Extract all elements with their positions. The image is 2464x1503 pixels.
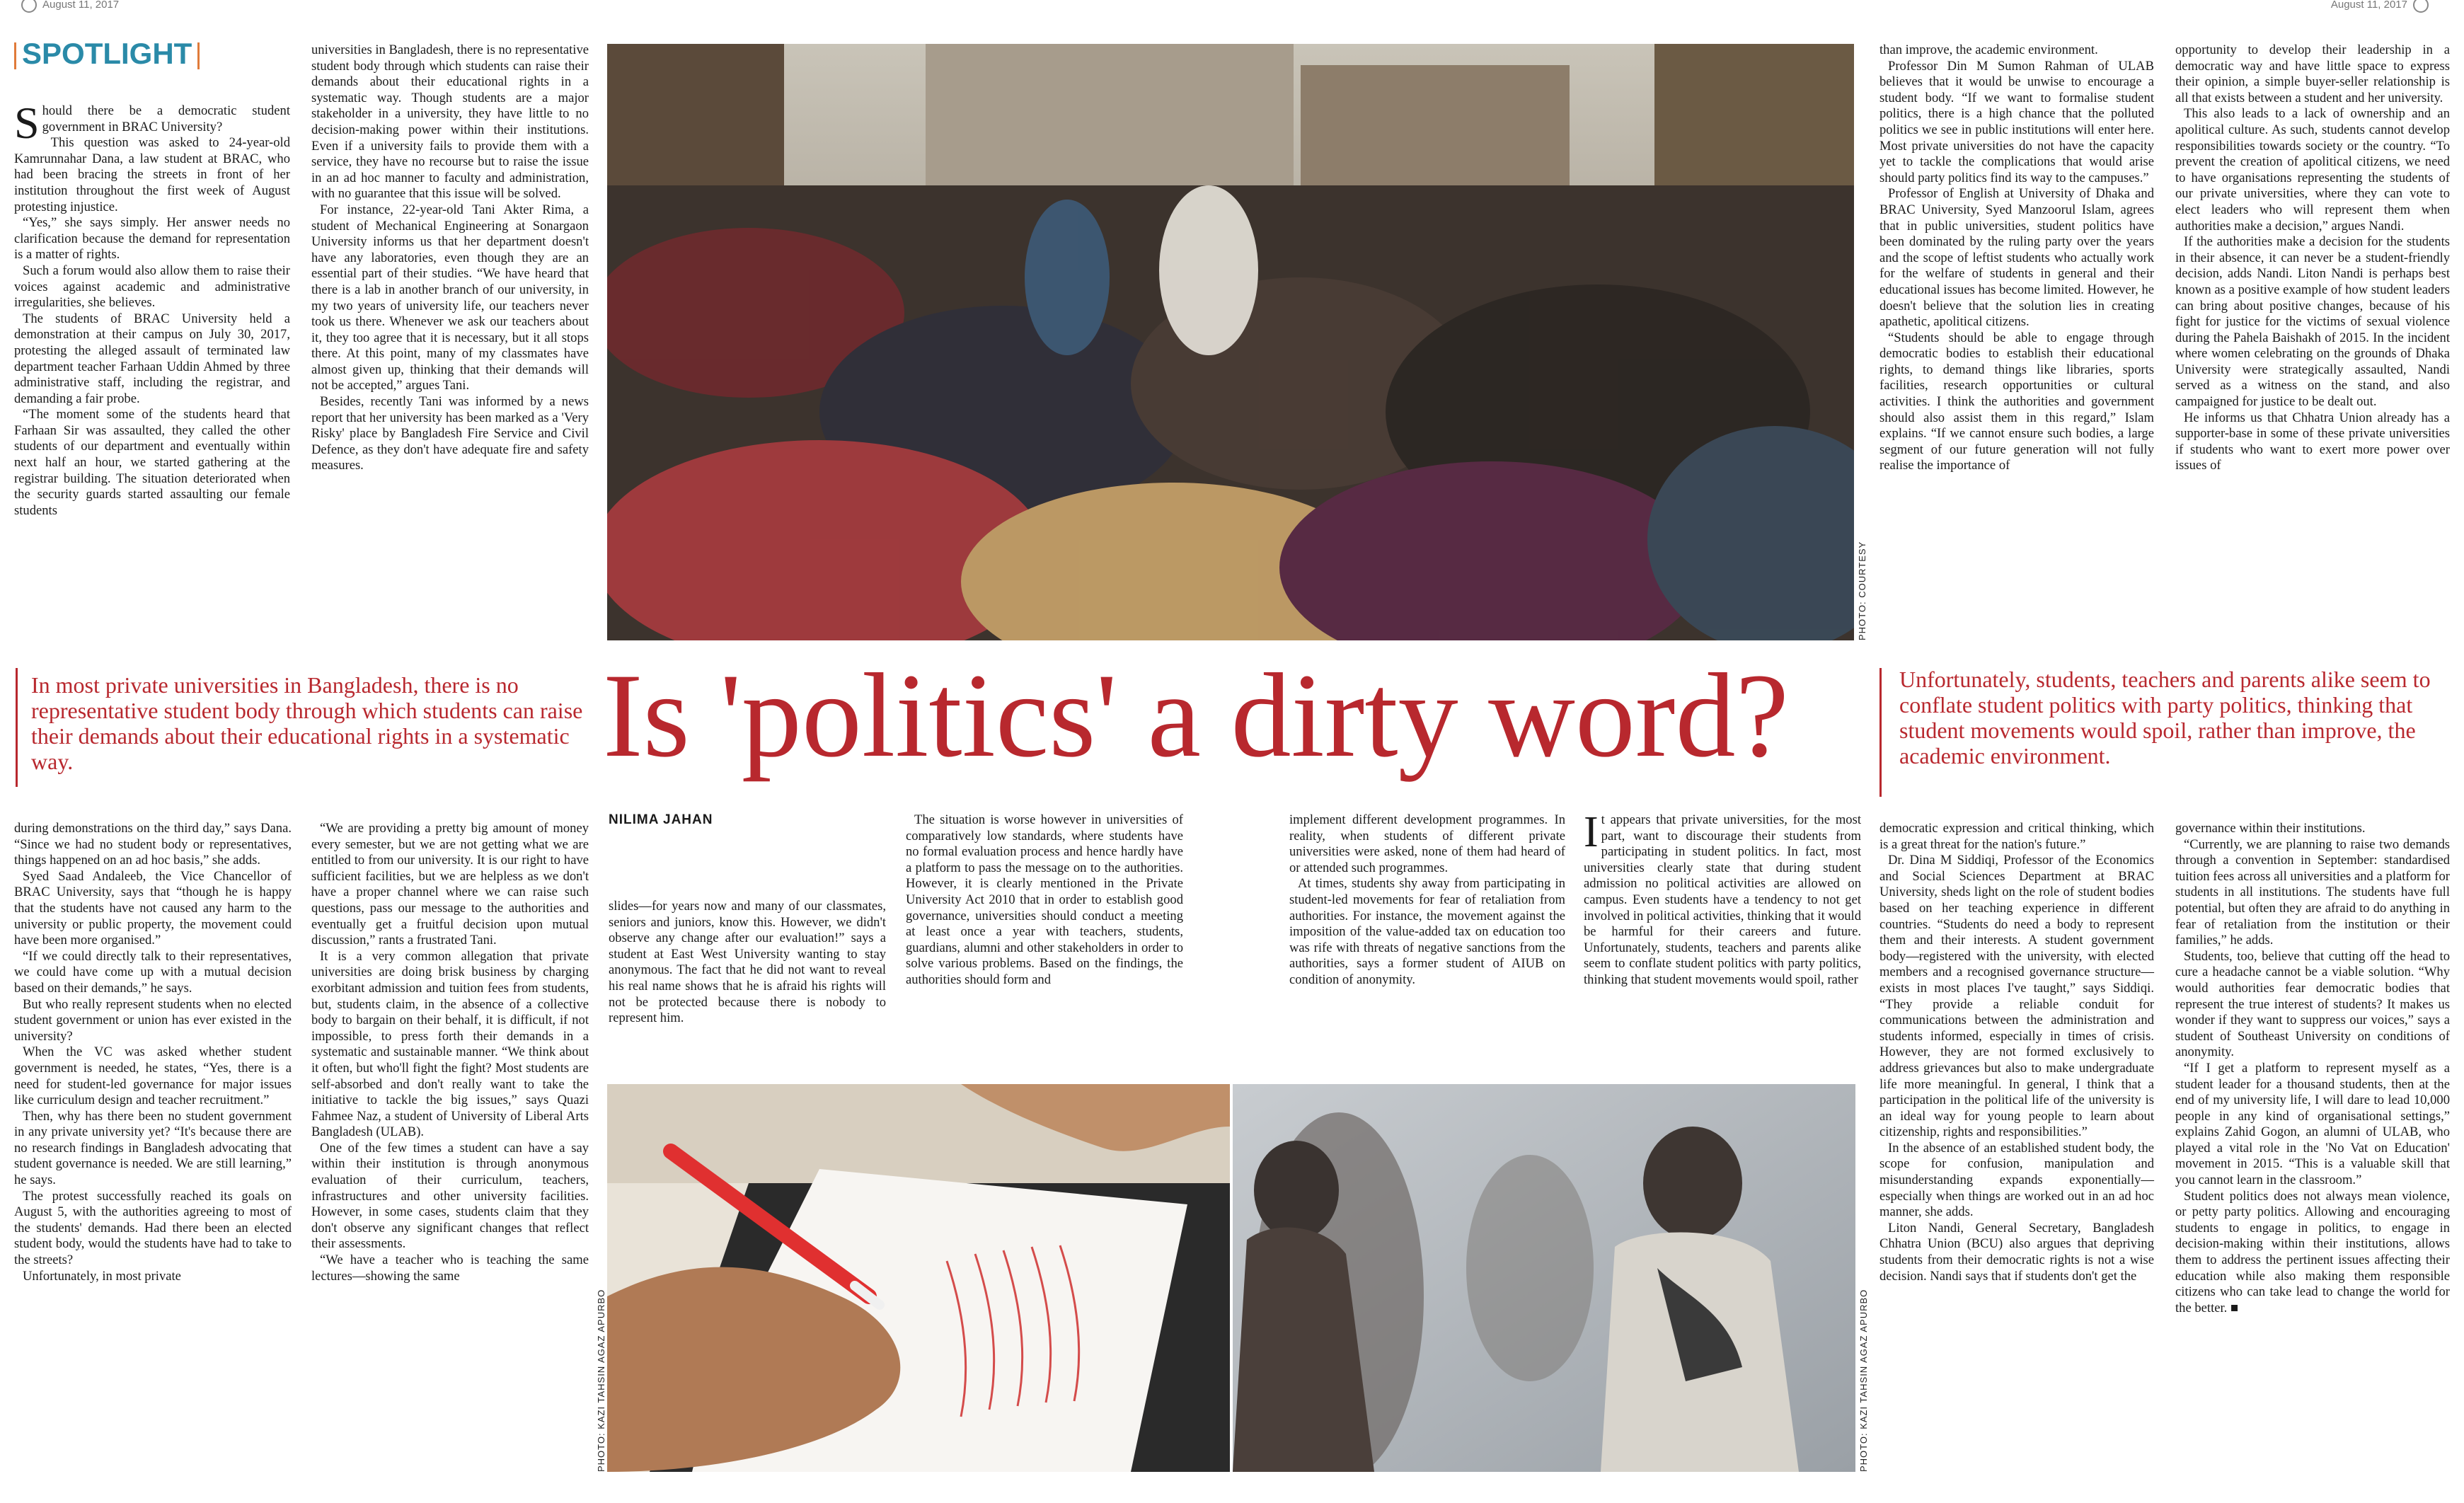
article-column-1: Should there be a democratic student government in BRAC University? This question was asked to 24-year-old Kamrunnahar Dana, a law student at BRAC, who had been bracing the streets in front of her institution throughout the first week of August protesting injustice. “Yes,” she says simply. Her answer needs no clarification because the demand for representation is a matter of rights. Such a forum would also allow them to raise their voices against academic and administrative irregularities, she believes. The students of BRAC University held a demonstration at their campus on July 30, 2017, protesting the alleged assault of terminated law department teacher Farhaan Uddin Ahmed by three administrative staff, including the registrar, and demanding a fair probe. “The moment some of the students heard that Farhaan Sir was assaulted, they called the other students of our department and eventually within next half an hour, we started gathering at the registrar building. The situation deteriorated when the security guards started assaulting our female students	[14, 98, 290, 518]
section-label: SPOTLIGHT	[14, 37, 205, 71]
issue-date-left: August 11, 2017	[21, 0, 119, 13]
protest-photo	[607, 44, 1854, 640]
article-column-b5: implement different development programmes. In reality, when students of different private universities were asked, none of them had heard of or attended such programmes. At times, students shy away from participating in student-led movements for fear of retaliation from authorities. For instance, the movement against the imposition of the value-added tax on education too was rife with threats of negative sanctions from the authorities, says a former student of AIUB on condition of anonymity.	[1289, 812, 1565, 987]
article-column-7: than improve, the academic environment. Professor Din M Sumon Rahman of ULAB believes that it would be unwise to encourage a student body. “If we want to formalise student politics, there is a high chance that the polluted politics we see in public institutions will enter here. Most private universities do not have the capacity yet to tackle the complications that would arise should party politics find its way to the campuses.” Professor of English at University of Dhaka and BRAC University, Syed Manzoorul Islam, agrees that in public universities, student politics have been dominated by the ruling party over the years and the scope of leftist students who actually work for the welfare of students in general and their educational issues has become limited. However, he doesn't believe that the solution lies in creating apathetic, apolitical citizens. “Students should be able to engage through democratic bodies to establish their educational rights, to demand things like libraries, sports facilities, research opportunities or cultural activities. I think the authorities and government should also assist them in this regard,” Islam explains. “If we cannot ensure such bodies, a large segment of our future generation will not fully realise the importance of	[1879, 42, 2154, 473]
drop-cap: S	[14, 98, 40, 148]
issue-date-right: August 11, 2017	[2331, 0, 2429, 13]
page-circle-icon	[2413, 0, 2429, 13]
article-column-b8: governance within their institutions. “Currently, we are planning to raise two demands through a convention in September: standardised tuition fees across all universities and a platform for students in all institutions. The students have full potential, but often they are afraid to do anything in fear of retaliation from the institution or their families,” he adds. Students, too, believe that cutting off the head to cure a headache cannot be a viable solution. “Why would authorities fear democratic bodies that represent the true interest of students? It makes us wonder if they want to suppress our voices,” says a student of Southeast University on conditions of anonymity. “If I get a platform to represent myself as a student leader for a thousand students, then at the end of my university life, I will dare to lead 10,000 people in any kind of organisational settings,” explains Zahid Gogon, an alumni of ULAB, who played a vital role in the 'No Vat on Education' movement in 2015. “This is a valuable skill that you cannot learn in the classroom.” Student politics does not always mean violence, or petty party politics. Allowing and encouraging students to engage in politics, to engage in decision-making within their institutions, allows them to address the pertinent issues affecting their education while also making them responsible citizens who can take lead to change the world for the better. ■	[2175, 821, 2450, 1315]
byline: NILIMA JAHAN	[609, 812, 713, 827]
article-column-b2: “We are providing a pretty big amount of money every semester, but we are not getting what we are entitled to from our university. It is our right to have sufficient facilities, but we are helpless as we don't have a proper channel where we can raise such questions, pass our message to the authorities and eventually get a fruitful decision upon mutual discussion,” rants a frustrated Tani. It is a very common allegation that private universities are doing brisk business by charging exorbitant admission and tuition fees from students, but, students claim, in the absence of a collective body to bargain on their behalf, it is difficult, if not impossible, to press forth their demands in a systematic and sustainable manner. “We think about it often, but who'll fight the fight? Most students are self-absorbed and don't really want to take the initiative to tackle the big issues,” says Quazi Fahmee Naz, a student of University of Liberal Arts Bangladesh (ULAB). One of the few times a student can have a say within their institution is through anonymous evaluation of their curriculum, teachers, infrastructures and other university facilities. However, in some cases, students claim that they don't observe any significant changes that reflect their assessments. “We have a teacher who is teaching the same lectures—showing the same	[311, 821, 589, 1284]
writing-hand-photo	[607, 1084, 1230, 1472]
article-column-b4: The situation is worse however in universities of comparatively low standards, where students have no formal evaluation process and hence hardly have a platform to pass the message on to the authorities. However, it is clearly mentioned in the Private University Act 2010 that in order to establish good governance, universities should conduct a meeting at least once a year with teachers, students, guardians, alumni and other stakeholders in order to solve various problems. Based on the findings, the authorities should form and	[906, 812, 1183, 987]
article-column-b3: slides—for years now and many of our classmates, seniors and juniors, know this. However, we didn't observe any change after our evaluation!” says a student at East West University wanting to stay anonymous. The fact that he did not want to reveal his real name shows that he is afraid his rights will not be protected because there is nobody to represent him.	[609, 899, 886, 1026]
article-column-8: opportunity to develop their leadership in a democratic way and have little space to express their opinion, a simple buyer-seller relationship is all that exists between a student and her university. This also leads to a lack of ownership and an apolitical culture. As such, students cannot develop responsibilities towards society or the country. “To prevent the creation of apolitical citizens, we need to have organisations representing the students of our private universities, where they can vote to elect leaders who will represent them when authorities make a decision,” argues Nandi. If the authorities make a decision for the students in their absence, it can never be a student-friendly decision, adds Nandi. Liton Nandi is perhaps best known as a positive example of how student leaders can bring about positive changes, because of his fight for justice for the victims of sexual violence during the Pahela Baishakh of 2015. In the incident where women celebrating on the grounds of Dhaka University were strategically assaulted, Nandi served as a witness on the stand, and also campaigned for justice to be dealt out. He informs us that Chhatra Union already has a supporter-base in some of these private universities if students who want to exert more power over issues of	[2175, 42, 2450, 473]
page-circle-icon	[21, 0, 37, 13]
photo-credit-top: PHOTO: COURTESY	[1857, 541, 1867, 640]
pull-quote-left: In most private universities in Bangladesh, there is no representative student body through which students can raise their demands about their educational rights in a systematic way.	[31, 672, 583, 774]
article-column-b7: democratic expression and critical thinking, which is a great threat for the nation's future.” Dr. Dina M Siddiqi, Professor of the Economics and Social Sciences Department at BRAC University, sheds light on the role of student bodies based on her teaching experience in different countries. “Students do need a body to represent them and their interests. A student government body—registered with the university, with elected members and a recognised governance structure—exists in most places I've taught,” says Siddiqi. “They provide a reliable conduit for communications between the administration and students informed, especially in times of crisis. However, they are not formed exclusively to address grievances but also to make undergraduate life more meaningful. In general, I think that a participation in the political life of the university is an ideal way for young people to learn about citizenship, rights and responsibilities.” In the absence of an established student body, the scope for confusion, manipulation and misunderstanding expands exponentially—especially when things are worked out in an ad hoc manner, she adds. Liton Nandi, General Secretary, Bangladesh Chhatra Union (BCU) also argues that depriving students from their democratic rights is not a wise decision. Nandi says that if students don't get the	[1879, 821, 2154, 1284]
article-column-b1: during demonstrations on the third day,” says Dana. “Since we had no student body or representatives, things happened on an ad hoc basis,” she adds. Syed Saad Andaleeb, the Vice Chancellor of BRAC University, says that “though he is happy that the students have not caused any harm to the university or public property, the movement could have been more organised.” “If we could directly talk to their representatives, we could have come up with a mutual decision based on their demands,” he says. But who really represent students when no elected student government or union has ever existed in the university? When the VC was asked whether student government is needed, he states, “Yes, there is a need for student-led governance for major issues like curriculum design and teacher recruitment.” Then, why has there been no student government in any private university yet? “It's because there are no research findings in Bangladesh advocating that student governance is needed. We are still learning,” he says. The protest successfully reached its goals on August 5, with the authorities agreeing to most of the students' demands. Had there been an elected student body, would the students have had to take to the streets? Unfortunately, in most private	[14, 821, 292, 1284]
article-column-2: universities in Bangladesh, there is no representative student body through which students can raise their demands about their educational rights in a systematic way. Though students are a major stakeholder in a university, they have little to no decision-making power within their institutions. Even if a university fails to provide them with a service, they have no recourse but to raise the issue in an ad hoc manner to faculty and administration, with no guarantee that this issue will be solved. For instance, 22-year-old Tani Akter Rima, a student of Mechanical Engineering at Sonargaon University informs us that her department doesn't have any laboratories, even though they are an essential part of their studies. “We have heard that there is a lab in another branch of our university, in my two years of university life, our teachers never took us there. Whenever we ask our teachers about it, they too agree that it is necessary, but it all stops there. At this point, many of my classmates have almost given up, thinking that their demands will not be accepted,” argues Tani. Besides, recently Tani was informed by a news report that her university has been marked as a 'Very Risky' place by Bangladesh Fire Service and Civil Defence, as they don't have adequate fire and safety measures.	[311, 42, 589, 473]
pull-quote-right: Unfortunately, students, teachers and parents alike seem to conflate student politics with party politics, thinking that student movements would spoil, rather than improve, the academic environment.	[1899, 667, 2431, 768]
drop-cap: I	[1584, 808, 1599, 856]
pull-quote-left-bar	[16, 668, 18, 787]
photo-credit-bottom-right: PHOTO: KAZI TAHSIN AGAZ APURBO	[1858, 1289, 1869, 1472]
photo-credit-bottom-left: PHOTO: KAZI TAHSIN AGAZ APURBO	[596, 1289, 606, 1472]
headline: Is 'politics' a dirty word?	[603, 649, 1789, 782]
article-column-b6: It appears that private universities, for the most part, want to discourage their students from participating in student politics. In fact, most universities clearly state that during student admission no political activities are allowed on campus. Even students have a tendency to not get involved in political activities, thinking that it would be harmful for their careers and future. Unfortunately, students, teachers and parents alike seem to conflate student politics with party politics, thinking that student movements would spoil, rather	[1584, 808, 1861, 987]
silhouettes-photo	[1233, 1084, 1855, 1472]
pull-quote-right-bar	[1879, 668, 1882, 797]
